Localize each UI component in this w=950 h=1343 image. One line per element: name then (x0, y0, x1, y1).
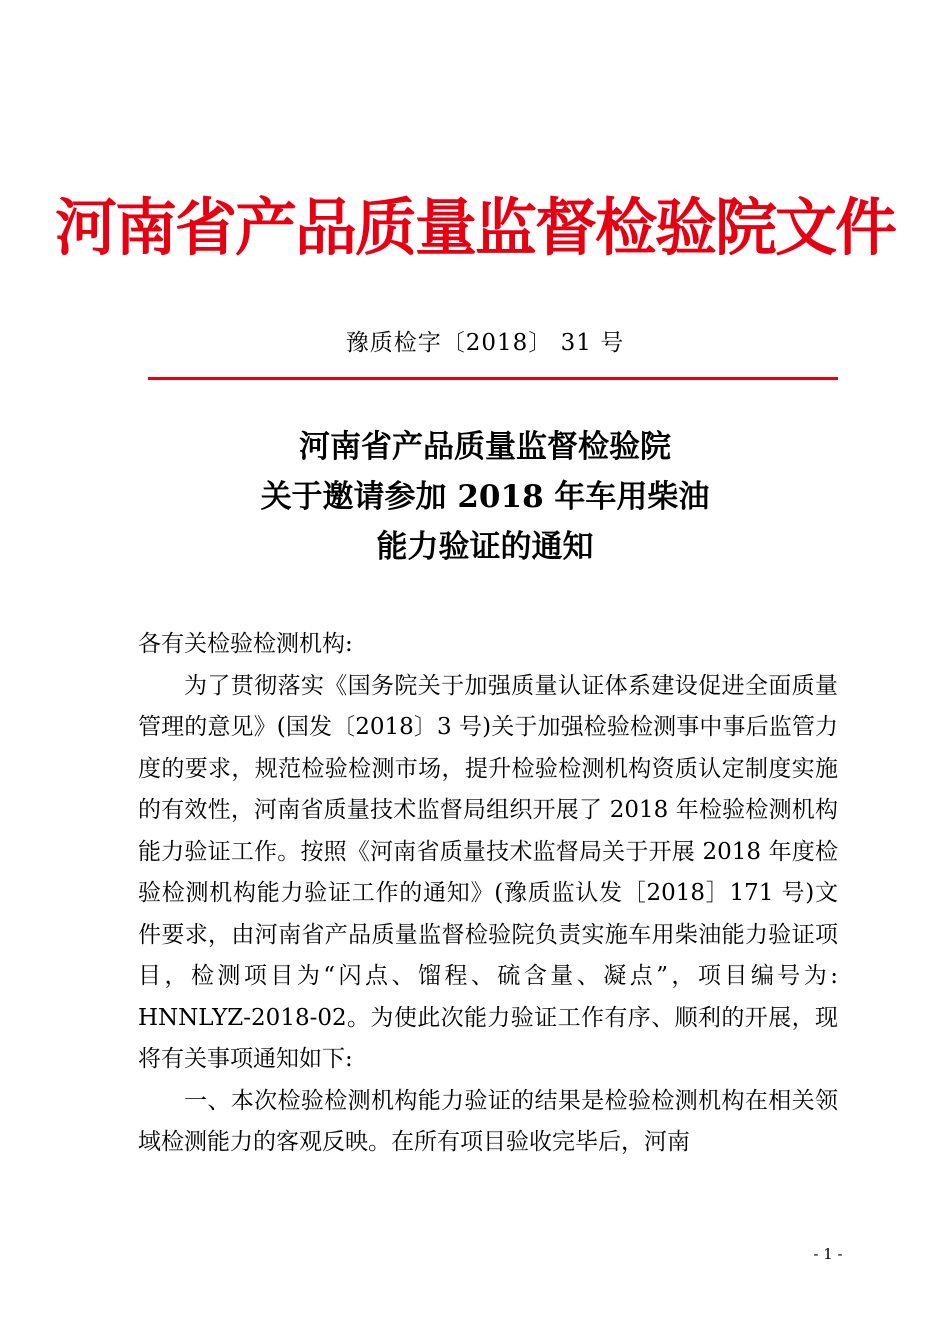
title-line-1: 河南省产品质量监督检验院 (299, 429, 671, 465)
title-line-2: 关于邀请参加 2018 年车用柴油 (260, 479, 710, 515)
paragraph-intro: 为了贯彻落实《国务院关于加强质量认证体系建设促进全面质量管理的意见》(国发〔2018〕3 号)关于加强检验检测事中事后监管力度的要求，规范检验检测市场，提升检验检测机构资质认定制度实施的有效性，河南省质量技术监督局组织开展了 2018 年检验检测机构能力验证工作。按照《河南省质量技术监督局关于开展 2018 年度检验检测机构能力验证工作的通知》(豫质监认发［2018］171 号)文件要求，由河南省产品质量监督检验院负责实施车用柴油能力验证项目，检测项目为“闪点、馏程、硫含量、凝点”，项目编号为: HNNLYZ-2018-02。为使此次能力验证工作有序、顺利的开展，现将有关事项通知如下: (138, 672, 838, 1072)
red-separator-line (148, 377, 838, 380)
document-body (138, 624, 838, 1164)
title-line-3: 能力验证的通知 (376, 529, 594, 565)
paragraph-item-1: 一、本次检验检测机构能力验证的结果是检验检测机构在相关领域检测能力的客观反映。在所有项目验收完毕后，河南 (138, 1087, 838, 1155)
letterhead-title: 河南省产品质量监督检验院文件 (54, 191, 895, 264)
salutation: 各有关检验检测机构: (138, 631, 353, 657)
document-number: 豫质检字〔2018〕 31 号 (345, 330, 625, 356)
document-title (0, 422, 950, 572)
page-number: - 1 - (813, 1245, 843, 1263)
